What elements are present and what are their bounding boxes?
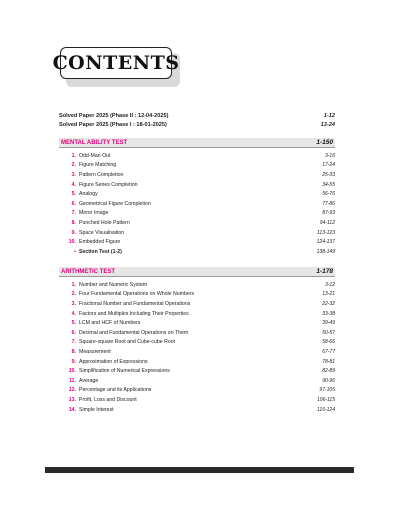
entry-number: 1. — [71, 152, 76, 159]
entry-pages: 138-149 — [316, 248, 335, 255]
toc-entry[interactable] — [59, 237, 335, 247]
entry-pages: 50-57 — [322, 329, 335, 336]
toc-entry[interactable] — [59, 386, 335, 396]
solved-paper-label: Solved Paper 2025 (Phase I : 18-01-2025) — [59, 121, 167, 128]
entry-number: 5. — [71, 320, 76, 327]
entry-label: Measurement — [79, 348, 111, 355]
section-mental-ability — [59, 138, 335, 257]
toc-entry[interactable] — [59, 299, 335, 309]
entry-number: 8. — [71, 348, 76, 355]
entry-pages: 78-81 — [322, 358, 335, 365]
toc-entry[interactable] — [59, 199, 335, 209]
entry-pages: 3-16 — [324, 152, 335, 159]
toc-entry[interactable] — [59, 318, 335, 328]
entry-label: Simplification of Numerical Expressions — [79, 368, 170, 375]
entry-number: 6. — [71, 329, 76, 336]
entry-number: 7. — [71, 339, 76, 346]
entry-label: Embedded Figure — [79, 239, 121, 246]
entry-number: 9. — [71, 358, 76, 365]
section-pages: 1-150 — [316, 139, 333, 146]
entry-pages: 3-12 — [324, 281, 335, 288]
entry-pages: 58-66 — [322, 339, 335, 346]
entry-number: 3. — [71, 300, 76, 307]
entry-number: • — [74, 248, 76, 255]
entry-number: 10. — [68, 239, 76, 246]
entry-number: 14. — [68, 406, 76, 413]
entry-pages: 113-123 — [317, 229, 335, 236]
entry-pages: 67-77 — [322, 348, 335, 355]
entry-number: 10. — [68, 368, 76, 375]
page-title: CONTENTS — [52, 52, 180, 74]
section-header[interactable] — [59, 138, 335, 148]
entry-label: Percentage and its Applications — [79, 387, 152, 394]
toc-entry[interactable] — [59, 247, 335, 257]
entry-number: 4. — [71, 310, 76, 317]
section-items — [59, 148, 335, 257]
entry-label: Fractional Number and Fundamental Operations — [79, 300, 191, 307]
section-pages: 1-178 — [316, 268, 333, 275]
entry-number: 12. — [68, 387, 76, 394]
entry-pages: 25-33 — [322, 171, 335, 178]
entry-pages: 106-115 — [317, 396, 335, 403]
entry-label: Section Test (1-2) — [79, 248, 122, 255]
solved-paper-row[interactable] — [59, 121, 335, 130]
entry-label: Profit, Loss and Discount — [79, 396, 137, 403]
entry-pages: 82-89 — [322, 368, 335, 375]
section-items — [59, 277, 335, 414]
toc-entry[interactable] — [59, 347, 335, 357]
toc-entry[interactable] — [59, 290, 335, 300]
entry-pages: 116-124 — [317, 406, 335, 413]
toc-entry[interactable] — [59, 357, 335, 367]
entry-pages: 87-93 — [322, 210, 335, 217]
toc-entry[interactable] — [59, 309, 335, 319]
section-title: MENTAL ABILITY TEST — [61, 139, 128, 146]
solved-paper-pages: 1-12 — [323, 113, 335, 119]
entry-label: Pattern Completion — [79, 171, 124, 178]
toc-entry[interactable] — [59, 405, 335, 415]
toc-entry[interactable] — [59, 328, 335, 338]
entry-number: 5. — [71, 191, 76, 198]
entry-label: Simple Interest — [79, 406, 114, 413]
entry-pages: 94-112 — [319, 219, 335, 226]
toc-entry[interactable] — [59, 366, 335, 376]
entry-pages: 34-55 — [322, 181, 335, 188]
entry-label: Mirror Image — [79, 210, 109, 217]
solved-paper-row[interactable] — [59, 112, 335, 121]
toc-entry[interactable] — [59, 180, 335, 190]
toc-entry[interactable] — [59, 170, 335, 180]
entry-pages: 124-137 — [316, 239, 335, 246]
toc-entry[interactable] — [59, 161, 335, 171]
contents-title-badge — [52, 47, 180, 87]
solved-paper-label: Solved Paper 2025 (Phase II : 12-04-2025) — [59, 113, 169, 119]
solved-paper-pages: 13-24 — [320, 121, 335, 128]
section-title: ARITHMETIC TEST — [61, 268, 115, 275]
toc-entry[interactable] — [59, 395, 335, 405]
entry-label: Factors and Multiples Including Their Properties — [79, 310, 189, 317]
title-box — [52, 47, 180, 79]
entry-label: Figure Series Completion — [79, 181, 138, 188]
entry-label: Four Fundamental Operations on Whole Numbers — [79, 291, 195, 298]
entry-pages: 77-86 — [322, 200, 335, 207]
entry-number: 13. — [68, 396, 76, 403]
toc-entry[interactable] — [59, 209, 335, 219]
entry-number: 6. — [71, 200, 76, 207]
entry-label: Space Visualisation — [79, 229, 125, 236]
entry-label: Punched Hole Pattern — [79, 219, 130, 226]
entry-pages: 17-24 — [322, 162, 335, 169]
entry-number: 7. — [71, 210, 76, 217]
toc-entry[interactable] — [59, 189, 335, 199]
entry-label: Decimal and Fundamental Operations on Them — [79, 329, 189, 336]
toc-entry[interactable] — [59, 338, 335, 348]
entry-label: Square-square Root and Cube-cube Root — [79, 339, 176, 346]
entry-pages: 39-49 — [322, 320, 335, 327]
entry-label: Average — [79, 377, 99, 384]
entry-pages: 33-38 — [322, 310, 335, 317]
entry-pages: 56-76 — [322, 191, 335, 198]
section-header[interactable] — [59, 267, 335, 277]
entry-label: Odd-Man Out — [79, 152, 111, 159]
entry-number: 9. — [71, 229, 76, 236]
entry-number: 2. — [71, 162, 76, 169]
entry-label: Figure Matching — [79, 162, 117, 169]
toc-entry[interactable] — [59, 280, 335, 290]
solved-papers-list — [59, 112, 335, 129]
entry-number: 11. — [69, 377, 76, 384]
entry-number: 3. — [71, 171, 76, 178]
entry-pages: 97-105 — [319, 387, 335, 394]
toc-entry[interactable] — [59, 218, 335, 228]
entry-pages: 90-96 — [322, 377, 335, 384]
entry-label: Approximation of Expressions — [79, 358, 148, 365]
entry-number: 4. — [71, 181, 76, 188]
entry-label: Geometrical Figure Completion — [79, 200, 151, 207]
section-arithmetic — [59, 267, 335, 414]
entry-pages: 22-32 — [322, 300, 335, 307]
entry-number: 1. — [71, 281, 76, 288]
entry-label: Analogy — [79, 191, 98, 198]
toc-entry[interactable] — [59, 376, 335, 386]
entry-number: 8. — [71, 219, 76, 226]
entry-label: Number and Numeric System — [79, 281, 148, 288]
toc-entry[interactable] — [59, 228, 335, 238]
toc-entry[interactable] — [59, 151, 335, 161]
entry-pages: 13-21 — [322, 291, 335, 298]
footer-bar — [45, 467, 354, 473]
entry-label: LCM and HCF of Numbers — [79, 320, 141, 327]
entry-number: 2. — [71, 291, 76, 298]
